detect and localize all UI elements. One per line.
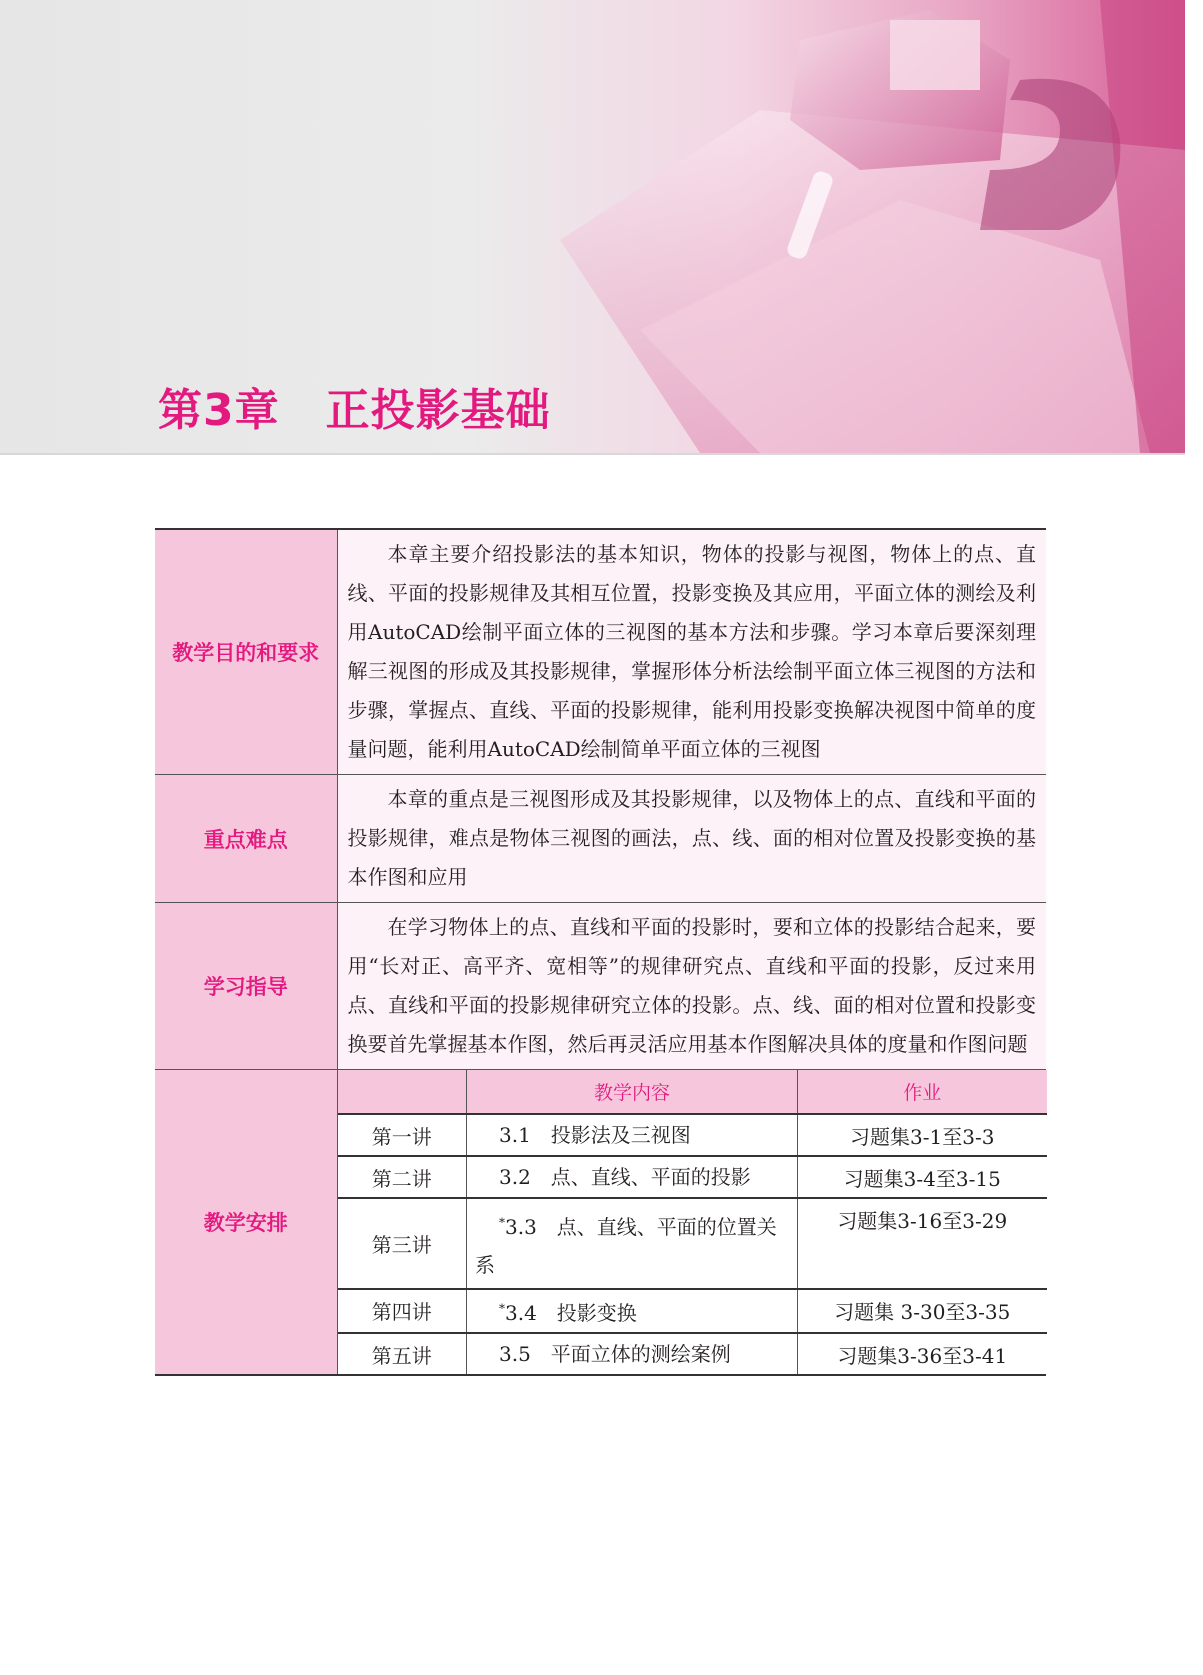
header-content: 教学内容 <box>467 1070 798 1114</box>
chapter-name: 正投影基础 <box>325 385 551 436</box>
header-homework: 作业 <box>798 1070 1047 1114</box>
section-text <box>337 529 1046 775</box>
section-row-key-points <box>155 775 1046 903</box>
content-label: 3.4 投影变换 <box>505 1301 637 1326</box>
section-row-schedule <box>155 1070 1046 1376</box>
homework-cell: 习题集3-1至3-3 <box>798 1114 1047 1156</box>
header-lecture <box>338 1070 467 1114</box>
homework-cell: 习题集3-4至3-15 <box>798 1156 1047 1198</box>
content-cell <box>467 1114 798 1156</box>
lecture-cell: 第三讲 <box>338 1198 467 1289</box>
optional-star: * <box>499 1301 505 1316</box>
table-row <box>338 1289 1047 1334</box>
table-row <box>338 1333 1047 1374</box>
section-text <box>337 903 1046 1070</box>
schedule-table <box>338 1070 1047 1374</box>
content-text: 3.2 点、直线、平面的投影 <box>499 1165 751 1189</box>
section-text <box>337 775 1046 903</box>
objectives-text: 本章主要介绍投影法的基本知识，物体的投影与视图，物体上的点、直线、平面的投影规律及其相互位置，投影变换及其应用，平面立体的测绘及利用AutoCAD绘制平面立体的三视图的基本方法和步骤。学习本章后要深刻理解三视图的形成及其投影规律，掌握形体分析法绘制平面立体三视图的方法和步骤，掌握点、直线、平面的投影规律，能利用投影变换解决视图中简单的度量问题，能利用AutoCAD绘制简单平面立体的三视图 <box>347 542 1036 761</box>
section-label: 学习指导 <box>155 903 337 1070</box>
content-cell <box>467 1333 798 1374</box>
optional-star: * <box>499 1215 505 1229</box>
content-cell <box>467 1198 798 1289</box>
section-label: 教学目的和要求 <box>155 529 337 775</box>
chapter-banner <box>0 0 1185 455</box>
content-text <box>475 1301 637 1325</box>
teaching-plan-table <box>155 528 1046 1376</box>
content-text: 3.5 平面立体的测绘案例 <box>499 1342 731 1367</box>
lecture-cell: 第二讲 <box>338 1156 467 1198</box>
content-label: 3.3 点、直线、平面的位置关系 <box>475 1214 777 1277</box>
chapter-title <box>158 374 551 438</box>
lecture-cell: 第五讲 <box>338 1333 467 1374</box>
table-row <box>338 1114 1047 1156</box>
guidance-text: 在学习物体上的点、直线和平面的投影时，要和立体的投影结合起来，要用“长对正、高平齐、宽相等”的规律研究点、直线和平面的投影，反过来用点、直线和平面的投影规律研究立体的投影。点、线、面的相对位置和投影变换要首先掌握基本作图，然后再灵活应用基本作图解决具体的度量和作图问题 <box>347 915 1036 1056</box>
homework-cell: 习题集3-36至3-41 <box>798 1333 1047 1374</box>
key-points-text: 本章的重点是三视图形成及其投影规律，以及物体上的点、直线和平面的投影规律，难点是物体三视图的画法，点、线、面的相对位置及投影变换的基本作图和应用 <box>347 787 1036 889</box>
content-cell <box>467 1156 798 1198</box>
homework-cell: 习题集3-16至3-29 <box>798 1198 1047 1289</box>
section-label: 重点难点 <box>155 775 337 903</box>
schedule-header-row <box>338 1070 1047 1114</box>
content-text <box>475 1215 777 1277</box>
section-row-objectives <box>155 529 1046 775</box>
homework-cell: 习题集 3-30至3-35 <box>798 1289 1047 1334</box>
lecture-cell: 第四讲 <box>338 1289 467 1334</box>
table-row <box>338 1198 1047 1289</box>
section-label: 教学安排 <box>155 1070 337 1376</box>
section-row-guidance <box>155 903 1046 1070</box>
content-text: 3.1 投影法及三视图 <box>499 1123 691 1147</box>
lecture-cell: 第一讲 <box>338 1114 467 1156</box>
table-row <box>338 1156 1047 1198</box>
content-cell <box>467 1289 798 1334</box>
chapter-number: 第3章 <box>158 385 280 436</box>
schedule-cell <box>337 1070 1046 1376</box>
